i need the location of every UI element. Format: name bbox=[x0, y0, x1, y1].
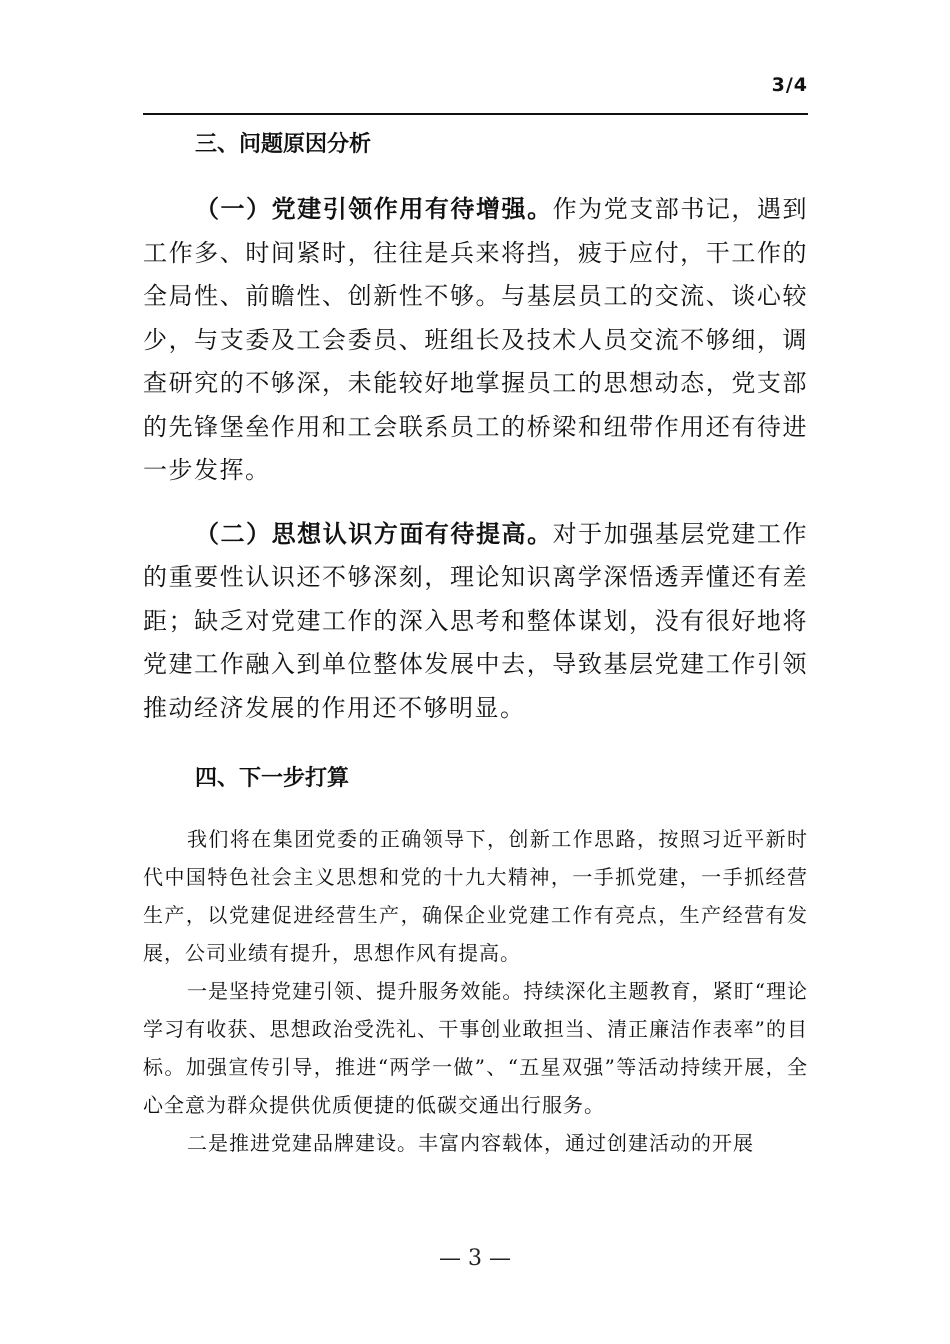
footer-page-number: — 3 — bbox=[439, 1246, 511, 1271]
paragraph-body: 作为党支部书记，遇到工作多、时间紧时，往往是兵来将挡，疲于应付，干工作的全局性、前瞻性、创新性不够。与基层员工的交流、谈心较少，与支委及工会委员、班组长及技术人员交流不够细，调查研究的不够深，未能较好地掌握员工的思想动态，党支部的先锋堡垒作用和工会联系员工的桥梁和纽带作用还有待进一步发挥。 bbox=[143, 195, 808, 484]
paragraph-next-steps-intro: 我们将在集团党委的正确领导下，创新工作思路，按照习近平新时代中国特色社会主义思想和党的十九大精神，一手抓党建，一手抓经营生产，以党建促进经营生产，确保企业党建工作有亮点，生产经营有发展，公司业绩有提升，思想作风有提高。 bbox=[143, 827, 808, 965]
paragraph-lead: （一）党建引领作用有待增强。 bbox=[195, 195, 553, 223]
paragraph-ideological-understanding bbox=[143, 513, 808, 731]
paragraph-party-leadership bbox=[143, 188, 808, 493]
header-rule bbox=[143, 113, 808, 115]
paragraph-next-steps-item-2: 二是推进党建品牌建设。丰富内容载体，通过创建活动的开展 bbox=[187, 1131, 754, 1155]
document-body bbox=[143, 118, 808, 1162]
paragraph-body: 对于加强基层党建工作的重要性认识还不够深刻，理论知识离学深悟透弄懂还有差距；缺乏对党建工作的深入思考和整体谋划，没有很好地将党建工作融入到单位整体发展中去，导致基层党建工作引领推动经济发展的作用还不够明显。 bbox=[143, 519, 808, 722]
section-heading-problem-analysis: 三、问题原因分析 bbox=[195, 132, 372, 157]
page-indicator: 3/4 bbox=[771, 74, 808, 96]
paragraph-lead: （二）思想认识方面有待提高。 bbox=[195, 519, 553, 548]
section-heading-next-steps: 四、下一步打算 bbox=[195, 766, 350, 791]
paragraph-next-steps-item-1: 一是坚持党建引领、提升服务效能。持续深化主题教育，紧盯“理论学习有收获、思想政治受洗礼、干事创业敢担当、清正廉洁作表率”的目标。加强宣传引导，推进“两学一做”、“五星双强”等活动持续开展，全心全意为群众提供优质便捷的低碳交通出行服务。 bbox=[143, 979, 808, 1117]
